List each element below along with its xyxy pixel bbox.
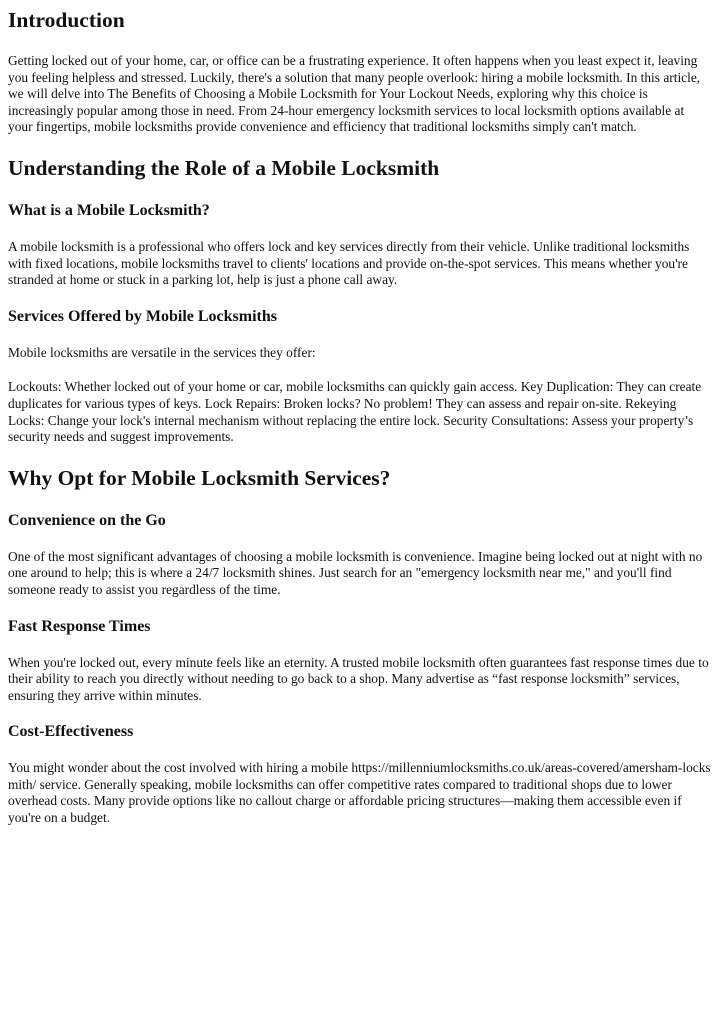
heading-what-is: What is a Mobile Locksmith? [8,201,210,219]
heading-introduction: Introduction [8,8,125,32]
cost-paragraph [8,760,712,826]
cost-text-after-link: service. Generally speaking, mobile locksmiths can offer competitive rates compared to traditional shops due to lower overhead costs. Many provide options like no callout charge or affordable pricing structures—making them accessible even if you're on a budget. [8,776,682,826]
heading-fast-response: Fast Response Times [8,617,151,635]
heading-services: Services Offered by Mobile Locksmiths [8,307,278,325]
what-is-paragraph: A mobile locksmith is a professional who offers lock and key services directly from their vehicle. Unlike traditional locksmiths with fixed locations, mobile locksmiths travel to clients' locations and provide on-the-spot services. This means whether you're stranded at home or stuck in a parking lot, help is just a phone call away. [8,238,690,288]
heading-cost: Cost-Effectiveness [8,723,134,741]
cost-text-before-link: You might wonder about the cost involved with hiring a mobile [8,760,352,776]
fast-response-paragraph: When you're locked out, every minute feels like an eternity. A trusted mobile locksmith often guarantees fast response times due to their ability to reach you directly without needing to go back to a shop. Many advertise as “fast response locksmith” services, ensuring they arrive within minutes. [8,654,709,703]
services-intro-paragraph: Mobile locksmiths are versatile in the services they offer: [8,344,316,360]
heading-why-opt: Why Opt for Mobile Locksmith Services? [8,465,391,490]
locksmith-url-text: https://millenniumlocksmiths.co.uk/areas-covered/amersham-locksmith/ [8,760,711,792]
heading-convenience: Convenience on the Go [8,511,166,529]
intro-paragraph: Getting locked out of your home, car, or office can be a frustrating experience. It often happens when you least expect it, leaving you feeling helpless and stressed. Luckily, there's a solution that many people overlook: hiring a mobile locksmith. In this article, we will delve into The Benefits of Choosing a Mobile Locksmith for Your Lockout Needs, exploring why this choice is increasingly popular among those in need. From 24-hour emergency locksmith services to local locksmith options available at your fingertips, mobile locksmiths provide convenience and efficiency that traditional locksmiths simply can't match. [8,53,701,135]
convenience-paragraph: One of the most significant advantages of choosing a mobile locksmith is convenience. Imagine being locked out at night with no one around to help; this is where a 24/7 locksmith shines. Just search for an "emergency locksmith near me," and you'll find someone ready to assist you regardless of the time. [8,548,703,597]
heading-understanding-role: Understanding the Role of a Mobile Locksmith [8,155,440,180]
services-list-paragraph: Lockouts: Whether locked out of your home or car, mobile locksmiths can quickly gain access. Key Duplication: They can create duplicates for various types of keys. Lock Repairs: Broken locks? No problem! They can assess and repair on-site. Rekeying Locks: Change your lock's internal mechanism without replacing the entire lock. Security Consultations: Assess your property’s security needs and suggest improvements. [8,379,702,445]
